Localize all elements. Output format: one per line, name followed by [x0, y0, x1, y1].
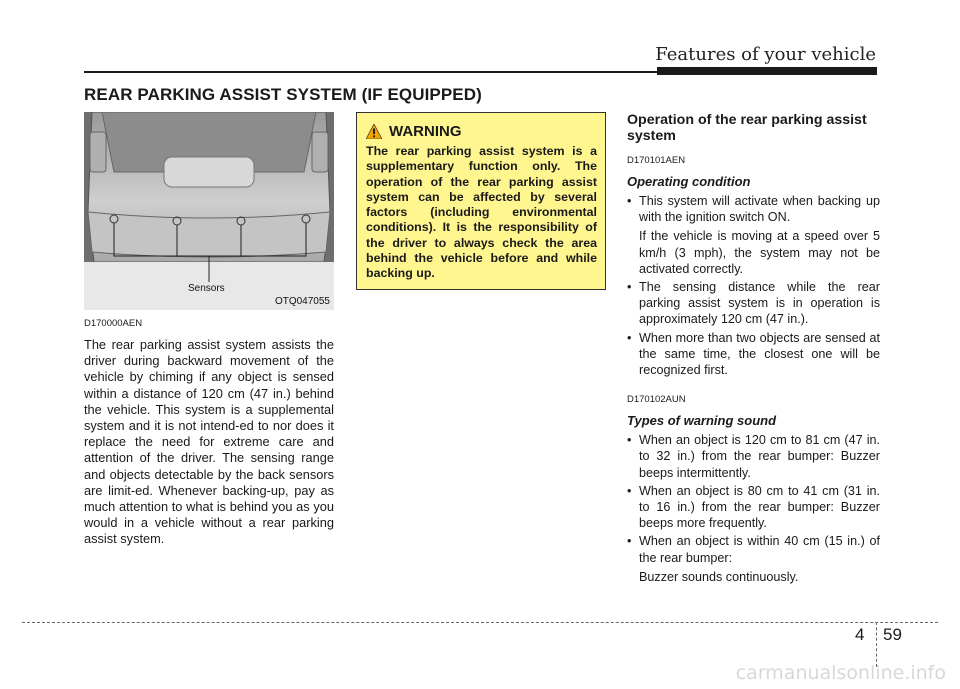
footer-divider: [876, 622, 877, 667]
footer-rule: [22, 622, 938, 623]
operation-column: [627, 112, 880, 587]
intro-column: [84, 318, 334, 548]
list-item: • The sensing distance while the rear parking assist system is in operation is approximately 120 cm (47 in.).: [627, 279, 880, 328]
sensors-label: Sensors: [188, 283, 225, 294]
list-item-continuation: Buzzer sounds continuously.: [639, 569, 799, 584]
operation-code-2: D170102AUN: [627, 394, 686, 406]
list-item: • When an object is 80 cm to 41 cm (31 in. to 16 in.) from the rear bumper: Buzzer beeps more frequently.: [627, 483, 880, 532]
header-title: Features of your vehicle: [655, 44, 876, 65]
chapter-number: 4: [855, 625, 865, 644]
list-item-continuation: If the vehicle is moving at a speed over 5 km/h (3 mph), the system may not be activated correctly.: [639, 229, 880, 276]
intro-text: The rear parking assist system assists the driver during backward movement of the vehicle by chiming if any object is sensed within a distance of 120 cm (47 in.) behind the vehicle. This system is a supplemental system and it is not intend-ed to nor does it replace the need for extreme care and attention of the driver. The sensing range and objects detectable by the back sensors are limit-ed. Whenever backing-up, pay as much attention to what is behind you as you would in a vehicle without a rear parking assist system.: [84, 337, 334, 547]
warning-title: WARNING: [389, 123, 462, 140]
list-item-text: When an object is within 40 cm (15 in.) of the rear bumper:: [639, 534, 880, 565]
figure-code: OTQ047055: [274, 296, 330, 307]
rear-bumper-figure: [84, 112, 334, 310]
header-rule-bar: [657, 67, 877, 75]
warning-header: [366, 123, 597, 140]
page-number: 59: [883, 625, 902, 644]
list-item: • When more than two objects are sensed at the same time, the closest one will be recognized first.: [627, 330, 880, 379]
operation-code-1: D170101AEN: [627, 155, 686, 166]
list-item: [627, 193, 880, 277]
intro-code: D170000AEN: [84, 318, 143, 329]
warning-sound-heading: Types of warning sound: [627, 413, 777, 429]
list-item-text: This system will activate when backing up with the ignition switch ON.: [639, 194, 880, 225]
warning-triangle-icon: [366, 124, 382, 139]
section-title: REAR PARKING ASSIST SYSTEM (IF EQUIPPED): [84, 85, 482, 104]
watermark: carmanualsonline.info: [735, 662, 946, 684]
operating-condition-list: [627, 193, 880, 378]
list-item: • When an object is 120 cm to 81 cm (47 in. to 32 in.) from the rear bumper: Buzzer beeps intermittently.: [627, 432, 880, 481]
warning-box: [356, 112, 606, 290]
vehicle-rear-illustration: [84, 112, 334, 310]
warning-text: The rear parking assist system is a supplementary function only. The operation of the rear parking assist system can be affected by several factors (including environmental conditions). It is the responsibility of the driver to always check the area behind the vehicle before and while backing up.: [366, 144, 597, 281]
warning-sound-list: [627, 432, 880, 585]
operation-title: Operation of the rear parking assist system: [627, 112, 867, 144]
list-item: [627, 533, 880, 585]
operating-condition-heading: Operating condition: [627, 174, 751, 189]
